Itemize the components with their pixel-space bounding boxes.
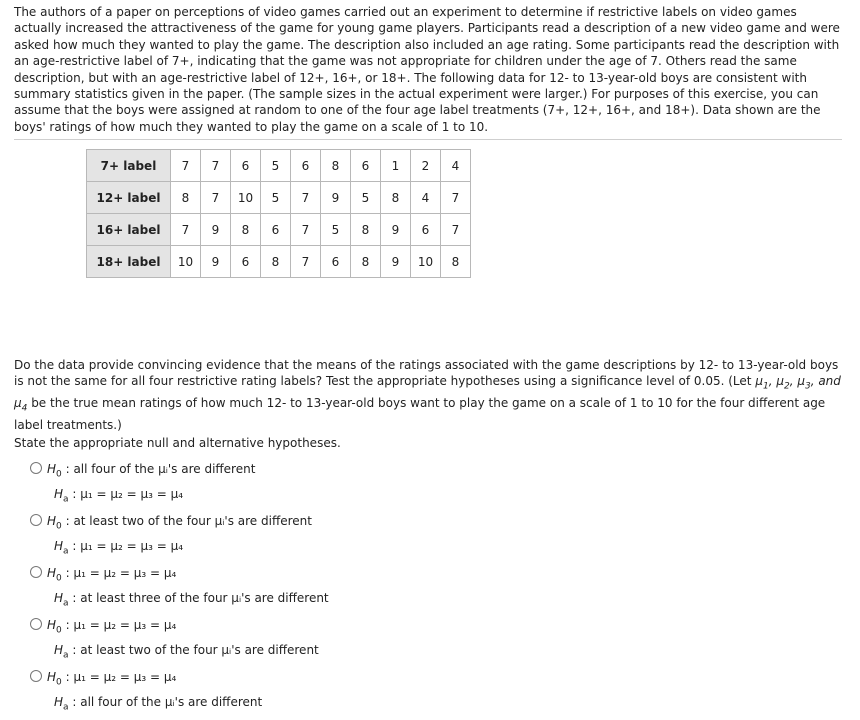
table-cell: 6 [411, 214, 441, 246]
ha-label: $H_a$ : [54, 695, 81, 713]
table-cell: 8 [171, 182, 201, 214]
h0-label: $H_0$ : [47, 514, 74, 532]
h0-text: at least two of the four μᵢ's are different [73, 514, 312, 528]
table-cell: 9 [201, 246, 231, 278]
table-cell: 6 [231, 246, 261, 278]
table-cell: 7 [201, 182, 231, 214]
question-part1: Do the data provide convincing evidence that the means of the ratings associated with the game descriptions by 12- to 13-year-old boys is not the same for all four restrictive rating labels? Test the appropriate hypotheses using a significance level of 0.05. (Let [14, 358, 839, 389]
radio-button[interactable] [30, 670, 42, 682]
table-cell: 7 [291, 182, 321, 214]
table-cell: 10 [231, 182, 261, 214]
table-cell: 5 [321, 214, 351, 246]
table-cell: 5 [261, 182, 291, 214]
table-cell: 7 [291, 246, 321, 278]
table-row [87, 150, 471, 182]
ha-text: all four of the μᵢ's are different [80, 695, 263, 709]
h0-label: $H_0$ : [47, 670, 74, 688]
hypothesis-option-1[interactable] [30, 458, 590, 508]
table-row [87, 182, 471, 214]
table-cell: 6 [321, 246, 351, 278]
radio-button[interactable] [30, 462, 42, 474]
h0-text: μ₁ = μ₂ = μ₃ = μ₄ [73, 670, 177, 684]
table-cell: 6 [261, 214, 291, 246]
mu-list: $\mu_1$, $\mu_2$, $\mu_3$, and $\mu_4$ [14, 374, 841, 414]
table-cell: 8 [351, 246, 381, 278]
table-cell: 2 [411, 150, 441, 182]
table-cell: 8 [381, 182, 411, 214]
problem-intro: The authors of a paper on perceptions of video games carried out an experiment to determine if restrictive labels on video games actually increased the attractiveness of the game for young game players. Participants read a description of a new video game and were asked how much they wanted to play the game. The description also included an age rating. Some participants read the description with an age-restrictive label of 7+, indicating that the game was not appropriate for children under the age of 7. Others read the same description, but with an age-restrictive label of 12+, 16+, or 18+. The following data for 12- to 13-year-old boys are consistent with summary statistics given in the paper. (The sample sizes in the actual experiment were larger.) For purposes of this exercise, you can assume that the boys were assigned at random to one of the four age label treatments (7+, 12+, 16+, and 18+). Data shown are the boys' ratings of how much they wanted to play the game on a scale of 1 to 10. [14, 4, 842, 140]
question-part2: be the true mean ratings of how much 12- to 13-year-old boys want to play the game on a scale of 1 to 10 for the four different age label treatments.) [14, 396, 826, 432]
question-text [14, 357, 842, 433]
radio-button[interactable] [30, 618, 42, 630]
row-label: 18+ label [87, 246, 171, 278]
hypothesis-option-4[interactable] [30, 614, 590, 664]
h0-text: all four of the μᵢ's are different [73, 462, 256, 476]
h0-label: $H_0$ : [47, 462, 74, 480]
table-cell: 4 [411, 182, 441, 214]
table-cell: 5 [351, 182, 381, 214]
table-cell: 8 [231, 214, 261, 246]
row-label: 16+ label [87, 214, 171, 246]
table-cell: 7 [171, 150, 201, 182]
table-cell: 7 [441, 182, 471, 214]
h0-text: μ₁ = μ₂ = μ₃ = μ₄ [73, 618, 177, 632]
table-cell: 9 [381, 246, 411, 278]
hypothesis-option-2[interactable] [30, 510, 590, 560]
table-cell: 7 [291, 214, 321, 246]
table-cell: 6 [291, 150, 321, 182]
ha-label: $H_a$ : [54, 591, 81, 609]
ha-label: $H_a$ : [54, 539, 81, 557]
table-cell: 6 [351, 150, 381, 182]
table-cell: 7 [201, 150, 231, 182]
ha-text: μ₁ = μ₂ = μ₃ = μ₄ [80, 487, 184, 501]
table-cell: 10 [411, 246, 441, 278]
ha-text: at least two of the four μᵢ's are different [80, 643, 319, 657]
row-label: 7+ label [87, 150, 171, 182]
h0-label: $H_0$ : [47, 566, 74, 584]
h0-text: μ₁ = μ₂ = μ₃ = μ₄ [73, 566, 177, 580]
table-row [87, 214, 471, 246]
table-cell: 6 [231, 150, 261, 182]
table-cell: 9 [321, 182, 351, 214]
ha-label: $H_a$ : [54, 487, 81, 505]
ha-label: $H_a$ : [54, 643, 81, 661]
table-cell: 8 [261, 246, 291, 278]
table-cell: 9 [201, 214, 231, 246]
h0-label: $H_0$ : [47, 618, 74, 636]
table-cell: 7 [171, 214, 201, 246]
table-cell: 7 [441, 214, 471, 246]
table-cell: 1 [381, 150, 411, 182]
table-cell: 5 [261, 150, 291, 182]
table-cell: 10 [171, 246, 201, 278]
hypothesis-option-3[interactable] [30, 562, 590, 612]
ha-text: at least three of the four μᵢ's are different [80, 591, 329, 605]
hypothesis-option-5[interactable] [30, 666, 590, 716]
table-cell: 8 [351, 214, 381, 246]
ratings-table [86, 149, 471, 278]
ha-text: μ₁ = μ₂ = μ₃ = μ₄ [80, 539, 184, 553]
table-cell: 8 [441, 246, 471, 278]
radio-button[interactable] [30, 514, 42, 526]
table-cell: 9 [381, 214, 411, 246]
radio-button[interactable] [30, 566, 42, 578]
table-cell: 4 [441, 150, 471, 182]
instruction-text: State the appropriate null and alternative hypotheses. [14, 436, 341, 450]
row-label: 12+ label [87, 182, 171, 214]
table-cell: 8 [321, 150, 351, 182]
table-row [87, 246, 471, 278]
